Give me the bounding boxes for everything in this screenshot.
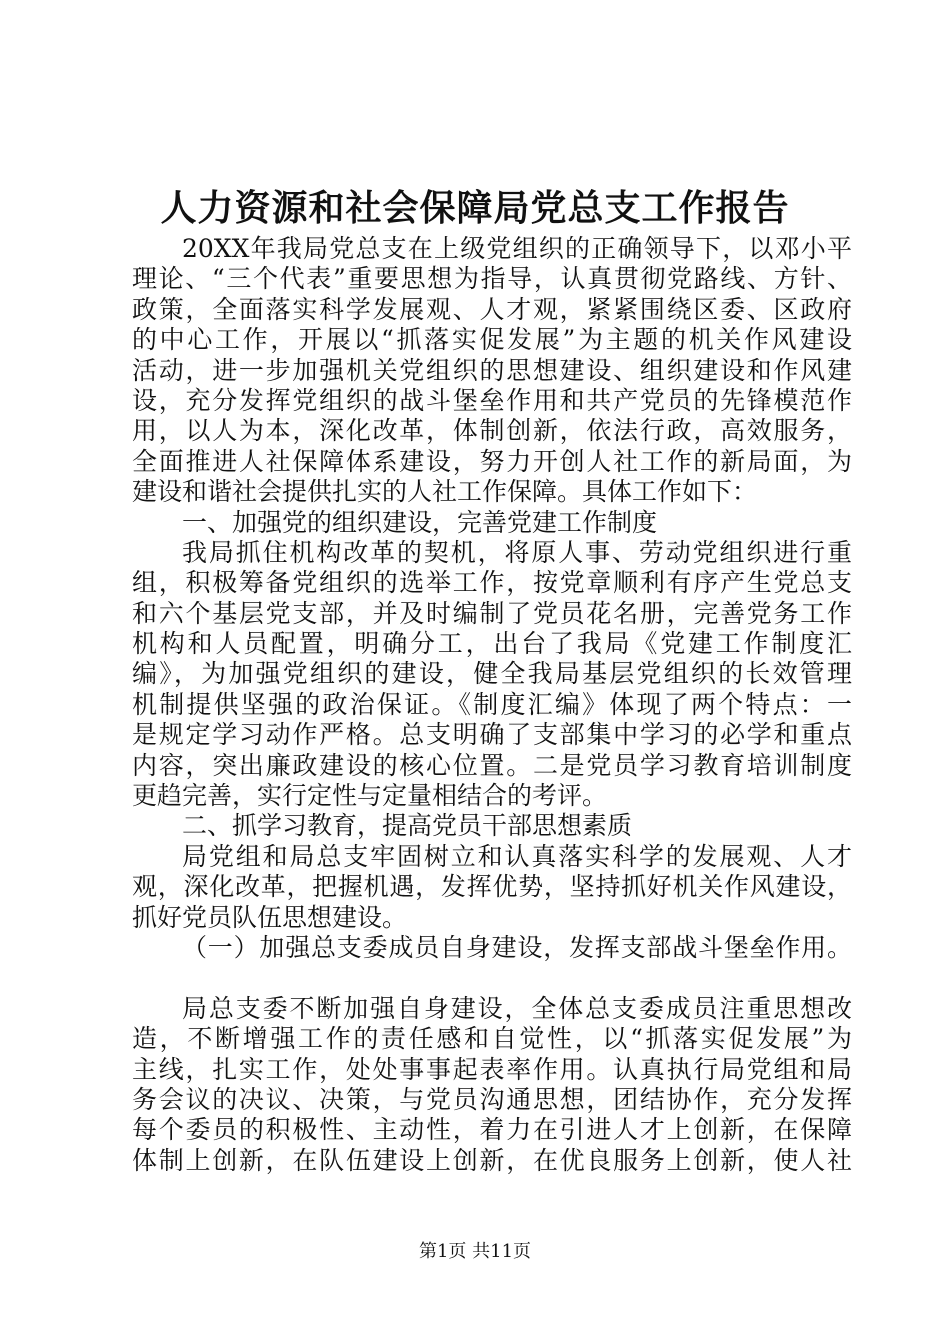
text-line: 政策，全面落实科学发展观、人才观，紧紧围绕区委、区政府 (132, 294, 852, 324)
text-line: 更趋完善，实行定性与定量相结合的考评。 (132, 781, 608, 811)
text-line: 局总支委不断加强自身建设，全体总支委成员注重思想改 (182, 993, 852, 1023)
text-line: 务会议的决议、决策，与党员沟通思想，团结协作，充分发挥 (132, 1084, 852, 1114)
text-line: 是规定学习动作严格。总支明确了支部集中学习的必学和重点 (132, 720, 852, 750)
text-line: 我局抓住机构改革的契机，将原人事、劳动党组织进行重 (182, 537, 852, 567)
subsection-heading: （一）加强总支委成员自身建设，发挥支部战斗堡垒作用。 (182, 932, 852, 962)
text-line: 内容，突出廉政建设的核心位置。二是党员学习教育培训制度 (132, 750, 852, 780)
text-line: 每个委员的积极性、主动性，着力在引进人才上创新，在保障 (132, 1115, 852, 1145)
text-line: 编》，为加强党组织的建设，健全我局基层党组织的长效管理 (132, 659, 852, 689)
page-footer: 第1页 共11页 (418, 1241, 532, 1262)
section-heading: 一、加强党的组织建设，完善党建工作制度 (182, 507, 658, 537)
text-line: 造，不断增强工作的责任感和自觉性，以“抓落实促发展”为 (132, 1024, 852, 1054)
text-line: 机制提供坚强的政治保证。《制度汇编》体现了两个特点：一 (132, 689, 852, 719)
section-heading: 二、抓学习教育，提高党员干部思想素质 (182, 811, 633, 841)
text-line: 和六个基层党支部，并及时编制了党员花名册，完善党务工作 (132, 598, 852, 628)
text-line: 的中心工作，开展以“抓落实促发展”为主题的机关作风建设 (132, 325, 852, 355)
text-line: 组，积极筹备党组织的选举工作，按党章顺利有序产生党总支 (132, 568, 852, 598)
text-line: 观，深化改革，把握机遇，发挥优势，坚持抓好机关作风建设， (132, 872, 852, 902)
text-line: 建设和谐社会提供扎实的人社工作保障。具体工作如下： (132, 477, 758, 507)
text-line: 理论、“三个代表”重要思想为指导，认真贯彻党路线、方针、 (132, 264, 852, 294)
page-title: 人力资源和社会保障局党总支工作报告 (160, 187, 790, 229)
text-line: 全面推进人社保障体系建设，努力开创人社工作的新局面，为 (132, 446, 852, 476)
text-line: 局党组和局总支牢固树立和认真落实科学的发展观、人才 (182, 841, 852, 871)
text-line: 主线，扎实工作，处处事事起表率作用。认真执行局党组和局 (132, 1054, 852, 1084)
text-line: 活动，进一步加强机关党组织的思想建设、组织建设和作风建 (132, 355, 852, 385)
text-line: 体制上创新，在队伍建设上创新，在优良服务上创新，使人社 (132, 1145, 852, 1175)
text-line: 机构和人员配置，明确分工，出台了我局《党建工作制度汇 (132, 629, 852, 659)
text-line: 设，充分发挥党组织的战斗堡垒作用和共产党员的先锋模范作 (132, 385, 852, 415)
text-line: 用，以人为本，深化改革，体制创新，依法行政，高效服务， (132, 416, 852, 446)
text-line: 抓好党员队伍思想建设。 (132, 902, 408, 932)
text-line: 20XX年我局党总支在上级党组织的正确领导下，以邓小平 (182, 234, 852, 263)
blank-line (132, 963, 852, 993)
document-body (132, 234, 852, 1176)
